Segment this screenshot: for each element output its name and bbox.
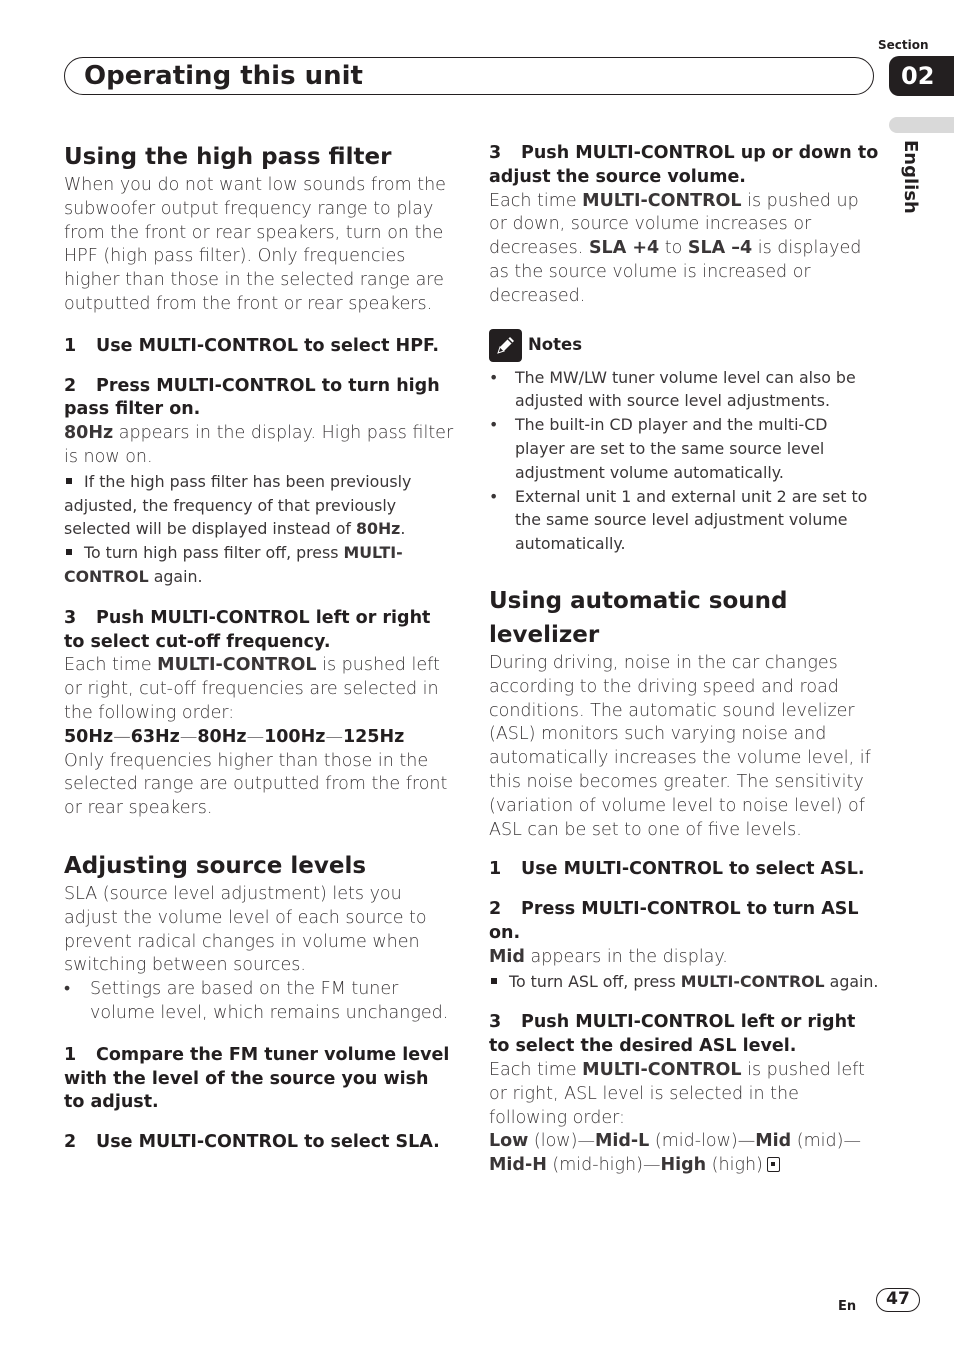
asl-step-2-value: Mid <box>489 946 525 967</box>
sla-step-1-num: 1 <box>64 1044 77 1065</box>
asl-step-1-text: Use MULTI-CONTROL to select ASL. <box>521 859 865 880</box>
pencil-icon-svg <box>494 333 518 357</box>
asl-step-1-num: 1 <box>489 859 502 880</box>
hpf-step-2-text: Press MULTI-CONTROL to turn high pass filter on. <box>64 375 440 420</box>
asl-note-control: MULTI-CONTROL <box>680 971 825 991</box>
asl-step-2-desc: appears in the display. <box>524 946 728 967</box>
page-number: 47 <box>876 1288 920 1312</box>
freq-item: 63Hz <box>130 726 180 747</box>
language-label-wrap <box>900 140 924 230</box>
sla-bullets <box>64 978 454 1026</box>
notes-title: Notes <box>528 335 583 355</box>
note-item-text: External unit 1 and external unit 2 are set to the same source level adjustment volume automatically. <box>515 486 868 554</box>
freq-sep: — <box>246 726 265 747</box>
asl-level-desc: (mid) <box>791 1131 844 1152</box>
hpf-heading: Using the high pass filter <box>64 144 392 170</box>
footer-lang-code: En <box>838 1299 857 1314</box>
sla-bullet <box>64 978 454 1026</box>
note-item <box>489 413 879 484</box>
freq-item: 50Hz <box>64 726 114 747</box>
pencil-icon <box>489 329 522 362</box>
asl-level-desc: (mid-low) <box>649 1131 738 1152</box>
hpf-step-3-body-a: Each time <box>64 655 158 676</box>
sla-plus: SLA +4 <box>588 238 660 259</box>
hpf-step-3-body <box>64 654 454 725</box>
sla-to: to <box>659 238 688 259</box>
hpf-step-1-num: 1 <box>64 335 77 356</box>
sla-bullet-text: Settings are based on the FM tuner volume level, which remains unchanged. <box>90 979 449 1023</box>
hpf-step-2-value: 80Hz <box>64 423 114 444</box>
sla-intro: SLA (source level adjustment) lets you adjust the volume level of each source to prevent radical changes in volume when switching between sources. <box>64 883 427 976</box>
notes-header <box>489 329 879 362</box>
hpf-frequency-order <box>64 726 454 750</box>
bullet-dot-icon: • <box>489 415 499 435</box>
asl-note-a: To turn ASL off, press <box>509 971 681 991</box>
hpf-outro: Only frequencies higher than those in the selected range are outputted from the front or rear speakers. <box>64 750 448 819</box>
hpf-note-2-end: again. <box>148 566 203 586</box>
bullet-dot-icon: • <box>64 979 71 1000</box>
freq-sep: — <box>113 726 131 747</box>
asl-step-3-text: Push MULTI-CONTROL left or right to select the desired ASL level. <box>489 1012 856 1057</box>
hpf-step-3-text: Push MULTI-CONTROL left or right to select cut-off frequency. <box>64 607 431 652</box>
asl-level-sep: — <box>642 1155 661 1176</box>
hpf-step-2 <box>64 375 454 423</box>
asl-step-2-body <box>489 946 879 970</box>
asl-heading: Using automatic sound levelizer <box>489 587 788 648</box>
sla-step-2 <box>64 1131 454 1155</box>
left-column <box>64 140 454 1155</box>
square-bullet-icon <box>491 978 497 984</box>
language-tab <box>889 117 954 133</box>
hpf-step-3-body-b: is pushed left or right, cut-off frequencies are selected in the following order: <box>64 655 440 723</box>
right-column <box>489 140 879 1178</box>
section-label: Section <box>878 38 929 52</box>
asl-level-name: Low <box>489 1131 529 1152</box>
asl-level-desc: (high) <box>706 1155 763 1176</box>
sla-step-3 <box>489 142 879 190</box>
asl-step-3-body <box>489 1059 879 1130</box>
sla-step-1-text: Compare the FM tuner volume level with the level of the source you wish to adjust. <box>64 1044 450 1113</box>
asl-step-2-text: Press MULTI-CONTROL to turn ASL on. <box>489 899 859 943</box>
asl-step-3 <box>489 1011 879 1059</box>
bullet-dot-icon: • <box>489 486 499 506</box>
language-label: English <box>900 140 921 214</box>
hpf-note-1-value: 80Hz <box>355 519 401 539</box>
asl-level-name: Mid-H <box>489 1155 547 1176</box>
asl-level-name: High <box>660 1155 707 1176</box>
sla-step-3-a: Each time <box>489 190 583 211</box>
freq-sep: — <box>325 726 343 747</box>
hpf-step-1 <box>64 335 454 359</box>
asl-step-2 <box>489 898 879 946</box>
hpf-note-2-text: To turn high pass filter off, press <box>84 543 344 563</box>
asl-level-sep: — <box>737 1131 756 1152</box>
hpf-step-3 <box>64 607 454 655</box>
note-item <box>489 485 879 556</box>
sla-step-3-control: MULTI-CONTROL <box>582 190 742 211</box>
bullet-dot-icon: • <box>489 367 499 387</box>
hpf-step-2-body <box>64 422 454 470</box>
page-title: Operating this unit <box>84 61 363 91</box>
sla-step-3-b: is pushed up or down, source volume increases or decreases. <box>489 190 859 259</box>
freq-item: 100Hz <box>264 726 326 747</box>
note-item-text: The MW/LW tuner volume level can also be adjusted with source level adjustments. <box>515 367 856 411</box>
hpf-step-3-control: MULTI-CONTROL <box>157 655 317 676</box>
hpf-step-2-desc: appears in the display. High pass filter is now on. <box>64 423 454 467</box>
hpf-note-1-end: . <box>400 519 406 539</box>
square-bullet-icon <box>66 549 72 555</box>
hpf-step-1-text: Use MULTI-CONTROL to select HPF. <box>96 335 440 356</box>
hpf-step-3-num: 3 <box>64 607 77 628</box>
hpf-intro: When you do not want low sounds from the subwoofer output frequency range to play from the front or rear speakers, turn on the HPF (high pass filter). Only frequencies higher than those in the selected range are outputted from the front or rear speakers. <box>64 175 446 314</box>
sla-heading: Adjusting source levels <box>64 852 367 879</box>
asl-step-3-b: is pushed left or right, ASL level is selected in the following order: <box>489 1059 865 1128</box>
asl-step-3-control: MULTI-CONTROL <box>582 1059 742 1080</box>
asl-step-3-num: 3 <box>489 1012 502 1033</box>
note-item <box>489 366 879 414</box>
asl-level-sep: — <box>843 1131 861 1152</box>
sla-step-3-num: 3 <box>489 143 502 163</box>
asl-step-2-num: 2 <box>489 899 502 920</box>
sla-step-2-text: Use MULTI-CONTROL to select SLA. <box>96 1132 440 1153</box>
hpf-note-1-text: If the high pass filter has been previously adjusted, the frequency of that previously selected will be displayed instead of <box>64 471 412 539</box>
note-item-text: The built-in CD player and the multi-CD player are set to the same source level adjustment volume automatically. <box>515 415 828 482</box>
sla-step-2-num: 2 <box>64 1132 77 1153</box>
square-bullet-icon <box>66 478 72 484</box>
asl-level-order <box>489 1130 879 1178</box>
freq-item: 125Hz <box>342 726 405 747</box>
freq-sep: — <box>179 726 198 747</box>
freq-item: 80Hz <box>197 726 247 747</box>
asl-note <box>489 970 879 994</box>
asl-step-1 <box>489 858 879 882</box>
asl-level-desc: (low) <box>528 1131 578 1152</box>
end-of-section-icon <box>767 1157 780 1172</box>
hpf-step-2-num: 2 <box>64 375 77 396</box>
asl-step-3-a: Each time <box>489 1059 583 1080</box>
section-number-badge: 02 <box>889 56 954 96</box>
hpf-note-2-control: MULTI-CONTROL <box>64 543 403 586</box>
asl-intro: During driving, noise in the car changes according to the driving speed and road conditions. The automatic sound levelizer (ASL) monitors such varying noise and automatically increases the volume level, if this noise becomes greater. The sensitivity (variation of volume level to noise level) of ASL can be set to one of five levels. <box>489 652 871 840</box>
sla-step-3-text: Push MULTI-CONTROL up or down to adjust the source volume. <box>489 143 879 187</box>
hpf-note-1 <box>64 470 454 541</box>
asl-note-b: again. <box>824 971 879 991</box>
asl-level-desc: (mid-high) <box>546 1155 643 1176</box>
asl-level-sep: — <box>577 1131 595 1152</box>
sla-step-1 <box>64 1044 454 1115</box>
notes-list <box>489 366 879 556</box>
sla-step-3-c: is displayed as the source volume is increased or decreased. <box>489 238 862 306</box>
asl-level-name: Mid-L <box>594 1131 650 1152</box>
hpf-note-2 <box>64 541 454 589</box>
asl-level-name: Mid <box>755 1131 792 1152</box>
sla-step-3-body <box>489 190 879 309</box>
sla-minus: SLA –4 <box>687 238 753 259</box>
